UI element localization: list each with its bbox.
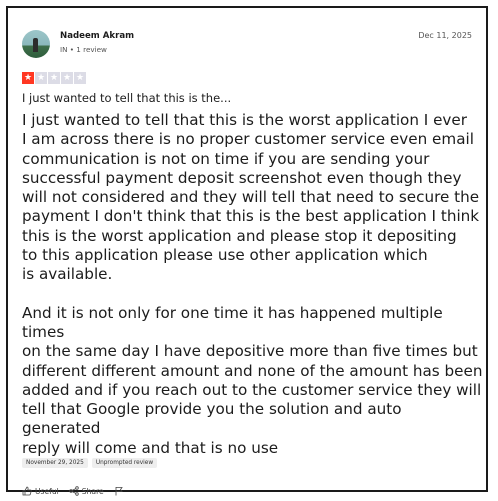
review-paragraph: And it is not only for one time it has happened multiple times on the same day I have depositive more than five times but different different amount and none of the amount has been added and if you reach out to the customer service they will tell that Google provide you the solution and auto generated reply will come and that is no use [22,303,483,457]
avatar-figure [33,38,38,52]
share-icon [69,486,79,496]
review-title[interactable]: I just wanted to tell that this is the... [22,91,232,105]
review-body [22,111,484,458]
avatar[interactable] [22,30,50,58]
star-icon: ★ [49,73,59,83]
star-icon: ★ [23,73,33,83]
star-rating [22,72,86,84]
unprompted-review-tag: Unprompted review [92,458,157,468]
review-header [22,30,472,60]
review-actions [22,486,124,496]
review-tags [22,458,157,468]
useful-button[interactable] [22,486,59,496]
share-button[interactable] [69,486,104,496]
report-button[interactable] [114,486,124,496]
thumbs-up-icon [22,486,32,496]
reviewer-meta: IN • 1 review [60,45,107,54]
star-icon: ★ [62,73,72,83]
useful-label: Useful [35,486,59,496]
reviewer-name[interactable]: Nadeem Akram [60,31,135,41]
share-label: Share [81,486,104,496]
flag-icon [114,486,124,496]
review-card [6,6,488,496]
review-paragraph: I just wanted to tell that this is the worst application I ever I am across there is no proper customer service even email communication is not on time if you are sending your successful payment deposit screenshot even though they will not considered and they will tell that need to secure the payment I don't think that this is the best application I think this is the worst application and please stop it depositing to this application please use other application which is available. [22,111,480,284]
star-icon: ★ [36,73,46,83]
star-icon: ★ [75,73,85,83]
review-date: Dec 11, 2025 [418,31,472,40]
experience-date-tag: November 29, 2025 [22,458,88,468]
